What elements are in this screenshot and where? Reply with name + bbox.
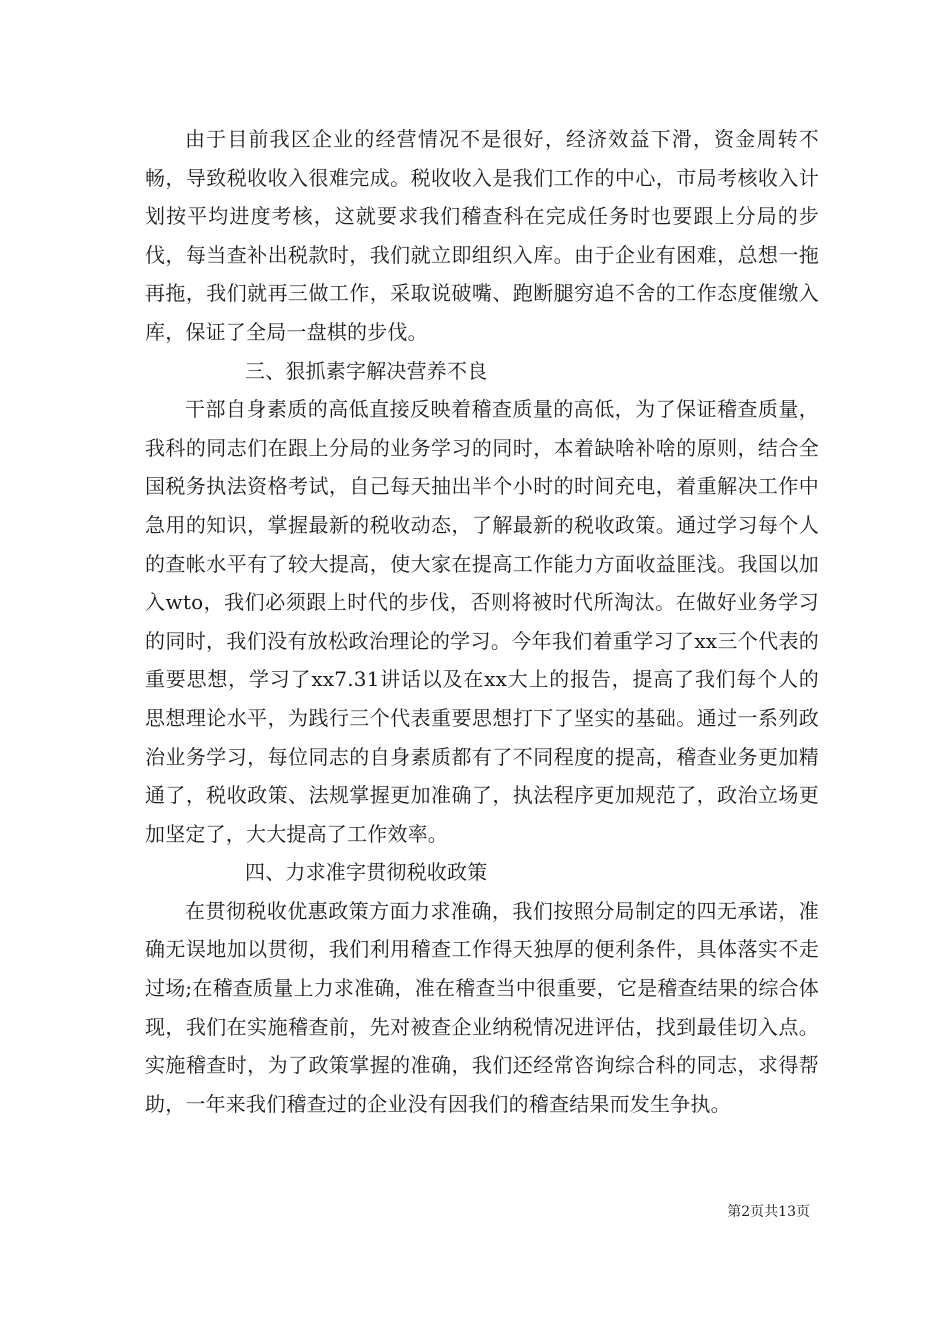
paragraph-policy: 在贯彻税收优惠政策方面力求准确，我们按照分局制定的四无承诺，准确无误地加以贯彻，我们利用稽查工作得天独厚的便利条件，具体落实不走过场;在稽查质量上力求准确，准在稽查当中很重要，它是稽查结果的综合体现，我们在实施稽查前，先对被查企业纳税情况进评估，找到最佳切入点。实施稽查时，为了政策掌握的准确，我们还经常咨询综合科的同志，求得帮助，一年来我们稽查过的企业没有因我们的稽查结果而发生争执。 <box>145 898 819 1116</box>
paragraph-quality: 干部自身素质的高低直接反映着稽查质量的高低，为了保证稽查质量，我科的同志们在跟上分局的业务学习的同时，本着缺啥补啥的原则，结合全国税务执法资格考试，自己每天抽出半个小时的时间充电，着重解决工作中急用的知识，掌握最新的税收动态，了解最新的税收政策。通过学习每个人的查帐水平有了较大提高，使大家在提高工作能力方面收益匪浅。我国以加入wto，我们必须跟上时代的步伐，否则将被时代所淘汰。在做好业务学习的同时，我们没有放松政治理论的学习。今年我们着重学习了xx三个代表的重要思想，学习了xx7.31讲话以及在xx大上的报告，提高了我们每个人的思想理论水平，为践行三个代表重要思想打下了坚实的基础。通过一系列政治业务学习，每位同志的自身素质都有了不同程度的提高，稽查业务更加精通了，税收政策、法规掌握更加准确了，执法程序更加规范了，政治立场更加坚定了，大大提高了工作效率。 <box>145 397 819 846</box>
section-heading-3: 三、狠抓素字解决营养不良 <box>245 358 488 383</box>
page-number-footer: 第2页共13页 <box>727 1204 810 1220</box>
paragraph-revenue: 由于目前我区企业的经营情况不是很好，经济效益下滑，资金周转不畅，导致税收收入很难完成。税收收入是我们工作的中心，市局考核收入计划按平均进度考核，这就要求我们稽查科在完成任务时也要跟上分局的步伐，每当查补出税款时，我们就立即组织入库。由于企业有困难，总想一拖再拖，我们就再三做工作，采取说破嘴、跑断腿穷追不舍的工作态度催缴入库，保证了全局一盘棋的步伐。 <box>145 127 819 344</box>
document-body <box>145 120 819 1123</box>
section-heading-4: 四、力求准字贯彻税收政策 <box>245 860 488 885</box>
